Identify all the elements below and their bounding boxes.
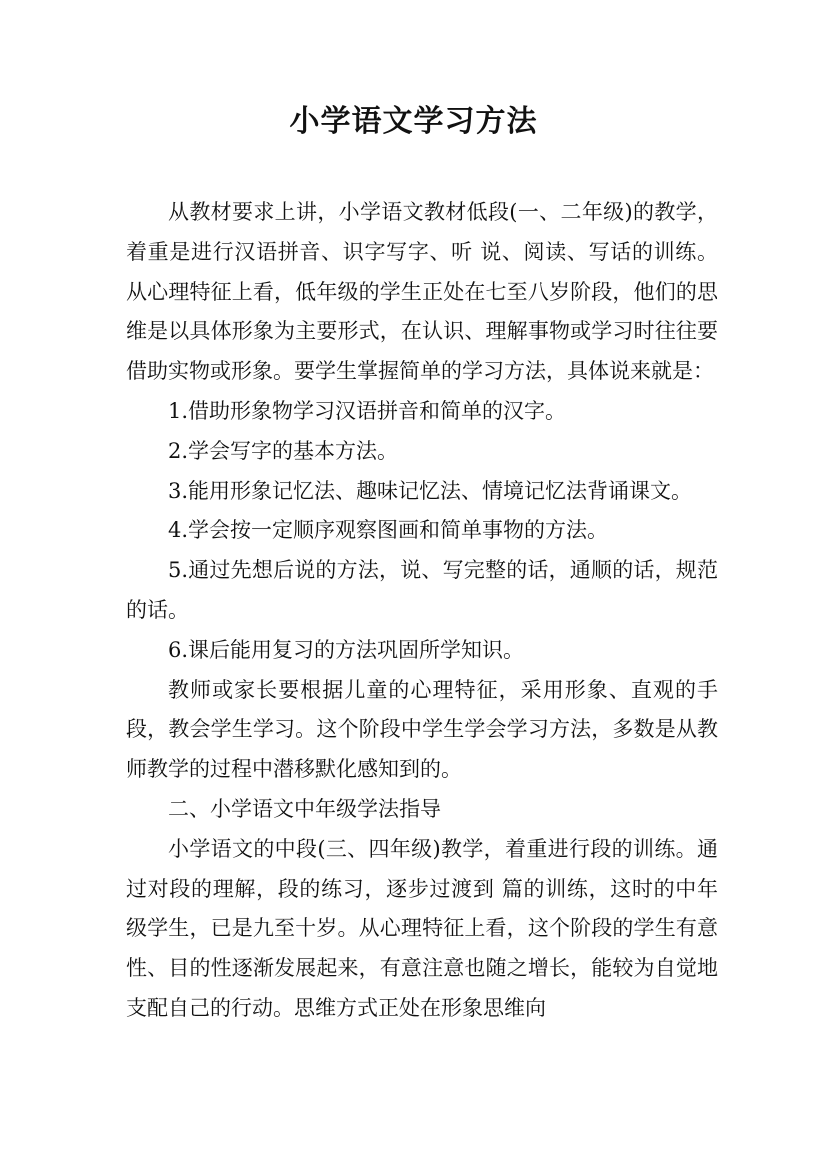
section-heading-middle-grades: 二、小学语文中年级学法指导	[168, 796, 441, 821]
list-item-2: 2.学会写字的基本方法。	[168, 438, 399, 463]
list-item-3: 3.能用形象记忆法、趣味记忆法、情境记忆法背诵课文。	[168, 478, 693, 503]
list-item-1: 1.借助形象物学习汉语拼音和简单的汉字。	[168, 398, 567, 423]
list-item-4: 4.学会按一定顺序观察图画和简单事物的方法。	[168, 518, 609, 543]
paragraph-middle-grades: 小学语文的中段(三、四年级)教学，着重进行段的训练。通过对段的理解，段的练习，逐步过渡到 篇的训练，这时的中年级学生，已是九至十岁。从心理特征上看，这个阶段的学生有意性、目的性逐渐发展起来，有意注意也随之增长，能较为自觉地支配自己的行动。思维方式正处在形象思维向	[126, 836, 718, 1020]
paragraph-intro: 从教材要求上讲，小学语文教材低段(一、二年级)的教学，着重是进行汉语拼音、识字写字、听 说、阅读、写话的训练。从心理特征上看，低年级的学生正处在七至八岁阶段，他们的思维是以具体形象为主要形式，在认识、理解事物或学习时往往要借助实物或形象。要学生掌握简单的学习方法，具体说来就是：	[126, 200, 718, 384]
document-title: 小学语文学习方法	[289, 104, 538, 139]
document-body	[126, 193, 718, 1029]
paragraph-teacher-guidance: 教师或家长要根据儿童的心理特征，采用形象、直观的手段，教会学生学习。这个阶段中学生学会学习方法，多数是从教师教学的过程中潜移默化感知到的。	[126, 677, 718, 782]
list-item-5: 5.通过先想后说的方法，说、写完整的话，通顺的话，规范的话。	[126, 558, 718, 622]
list-item-6: 6.课后能用复习的方法巩固所学知识。	[168, 637, 525, 662]
